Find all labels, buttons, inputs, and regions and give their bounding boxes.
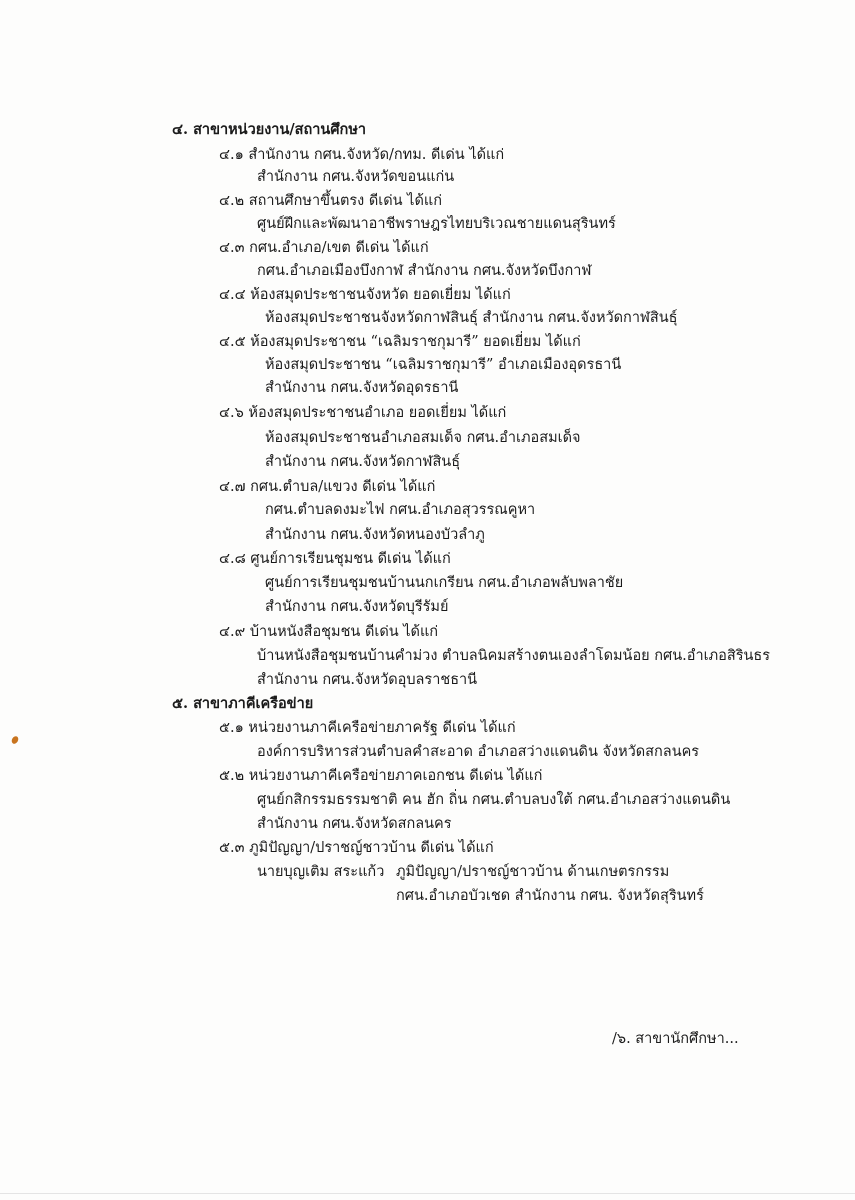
item-line: สำนักงาน กศน.จังหวัดสกลนคร [257,816,452,832]
section-heading: ๕. สาขาภาคีเครือข่าย [172,695,314,712]
item-line: สำนักงาน กศน.จังหวัดอุดรธานี [265,380,459,396]
item-title: ๔.๒ สถานศึกษาขึ้นตรง ดีเด่น ได้แก่ [219,193,442,209]
section-heading: ๔. สาขาหน่วยงาน/สถานศึกษา [172,121,367,138]
item-title: ๔.๑ สำนักงาน กศน.จังหวัด/กทม. ดีเด่น ได้แก่ [219,147,505,163]
item-title: ๕.๑ หน่วยงานภาคีเครือข่ายภาครัฐ ดีเด่น ได้แก่ [219,720,516,736]
item-title: ๔.๘ ศูนย์การเรียนชุมชน ดีเด่น ได้แก่ [219,551,451,567]
item-title: ๔.๔ ห้องสมุดประชาชนจังหวัด ยอดเยี่ยม ได้แก่ [219,287,511,303]
item-title: ๔.๕ ห้องสมุดประชาชน “เฉลิมราชกุมารี” ยอดเยี่ยม ได้แก่ [219,334,581,350]
item-title: ๕.๒ หน่วยงานภาคีเครือข่ายภาคเอกชน ดีเด่น ได้แก่ [219,768,543,784]
scan-edge [0,1193,855,1194]
item-line: สำนักงาน กศน.จังหวัดอุบลราชธานี [257,672,478,688]
item-line: ศูนย์กสิกรรมธรรมชาติ คน ฮัก ถิ่น กศน.ตำบลบงใต้ กศน.อำเภอสว่างแดนดิน [257,792,731,808]
item-title: ๔.๓ กศน.อำเภอ/เขต ดีเด่น ได้แก่ [219,240,429,256]
item-line: ห้องสมุดประชาชน “เฉลิมราชกุมารี” อำเภอเมืองอุดรธานี [265,357,622,373]
item-line: ศูนย์การเรียนชุมชนบ้านนกเกรียน กศน.อำเภอพลับพลาชัย [265,575,624,591]
item-line: สำนักงาน กศน.จังหวัดกาฬสินธุ์ [265,454,461,470]
item-line: นายบุญเติม สระแก้ว [257,864,385,880]
scan-stain [10,735,19,745]
item-title: ๔.๗ กศน.ตำบล/แขวง ดีเด่น ได้แก่ [219,479,436,495]
item-title: ๔.๙ บ้านหนังสือชุมชน ดีเด่น ได้แก่ [219,624,439,640]
item-line: สำนักงาน กศน.จังหวัดขอนแก่น [257,169,455,185]
item-line: องค์การบริหารส่วนตำบลคำสะอาด อำเภอสว่างแดนดิน จังหวัดสกลนคร [257,744,700,760]
item-line: กศน.ตำบลดงมะไฟ กศน.อำเภอสุวรรณคูหา [265,502,536,518]
item-line: ห้องสมุดประชาชนอำเภอสมเด็จ กศน.อำเภอสมเด็จ [265,430,581,446]
page-continuation: /๖. สาขานักศึกษา... [612,1031,739,1047]
item-line: บ้านหนังสือชุมชนบ้านคำม่วง ตำบลนิคมสร้างตนเองลำโดมน้อย กศน.อำเภอสิรินธร [257,648,771,664]
item-line: ห้องสมุดประชาชนจังหวัดกาฬสินธุ์ สำนักงาน กศน.จังหวัดกาฬสินธุ์ [265,310,678,326]
item-line: ภูมิปัญญา/ปราชญ์ชาวบ้าน ด้านเกษตรกรรม [396,864,670,880]
item-line: สำนักงาน กศน.จังหวัดบุรีรัมย์ [265,599,449,615]
item-line: กศน.อำเภอบัวเชด สำนักงาน กศน. จังหวัดสุรินทร์ [396,888,704,904]
item-line: สำนักงาน กศน.จังหวัดหนองบัวลำภู [265,527,485,543]
item-line: ศูนย์ฝึกและพัฒนาอาชีพราษฎรไทยบริเวณชายแดนสุรินทร์ [257,216,616,232]
item-line: กศน.อำเภอเมืองบึงกาฬ สำนักงาน กศน.จังหวัดบึงกาฬ [257,263,592,279]
item-title: ๕.๓ ภูมิปัญญา/ปราชญ์ชาวบ้าน ดีเด่น ได้แก่ [219,840,494,856]
item-title: ๔.๖ ห้องสมุดประชาชนอำเภอ ยอดเยี่ยม ได้แก่ [219,405,507,421]
